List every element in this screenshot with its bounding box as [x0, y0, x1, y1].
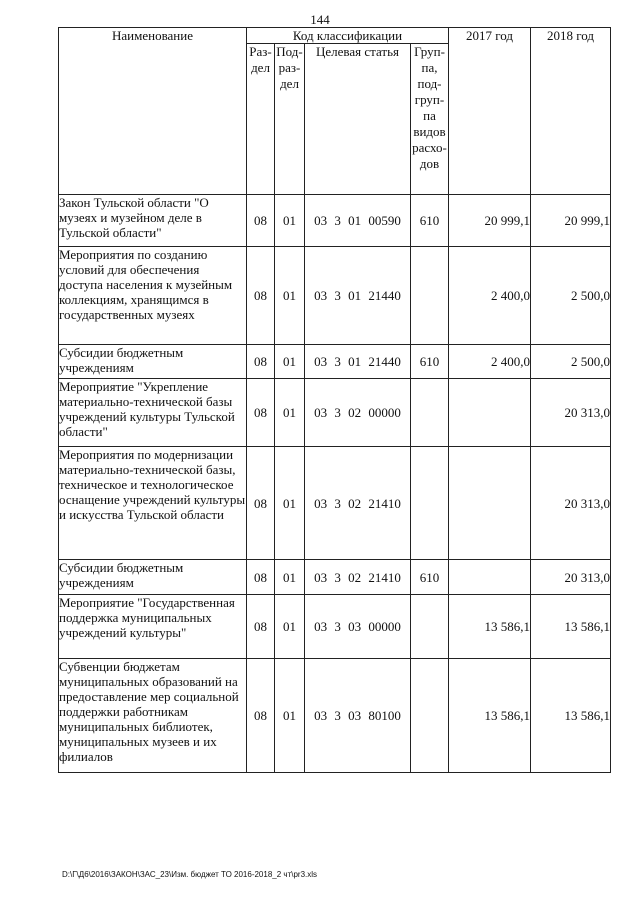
- row-subsection: 01: [275, 595, 305, 659]
- row-value-2017: 13 586,1: [449, 659, 531, 773]
- row-subsection: 01: [275, 560, 305, 595]
- table-row: [59, 195, 611, 247]
- row-name: Мероприятие "Укрепление материально-технической базы учреждений культуры Тульской области": [59, 379, 247, 447]
- header-expense-group-line: под-: [417, 76, 442, 91]
- table-row: [59, 447, 611, 560]
- row-expense-group: [411, 447, 449, 560]
- row-subsection: 01: [275, 195, 305, 247]
- row-name: Мероприятия по созданию условий для обеспечения доступа населения к музейным коллекциям, хранящимся в государственных музеях: [59, 247, 247, 345]
- row-value-2018: 20 313,0: [531, 560, 611, 595]
- header-year-2018: 2018 год: [531, 28, 611, 195]
- row-expense-group: [411, 379, 449, 447]
- header-expense-group-line: расхо-: [412, 140, 447, 155]
- table-row: [59, 560, 611, 595]
- row-subsection: 01: [275, 379, 305, 447]
- footer-file-path: D:\Г\Д6\2016\ЗАКОН\ЗАС_23\Изм. бюджет ТО 2016-2018_2 чт\pr3.xls: [62, 870, 318, 879]
- row-target-article: 03 3 02 00000: [305, 379, 411, 447]
- row-expense-group: 610: [411, 560, 449, 595]
- budget-table: [58, 27, 611, 773]
- row-section: 08: [247, 595, 275, 659]
- row-value-2017: 20 999,1: [449, 195, 531, 247]
- row-expense-group: 610: [411, 345, 449, 379]
- row-value-2017: 2 400,0: [449, 247, 531, 345]
- row-name: Закон Тульской области "О музеях и музейном деле в Тульской области": [59, 195, 247, 247]
- header-section-line: Раз-: [249, 44, 272, 59]
- table-header: [59, 28, 611, 195]
- row-value-2018: 20 313,0: [531, 379, 611, 447]
- row-expense-group: [411, 659, 449, 773]
- row-section: 08: [247, 560, 275, 595]
- row-name: Субсидии бюджетным учреждениям: [59, 560, 247, 595]
- table-row: [59, 345, 611, 379]
- table-row: [59, 595, 611, 659]
- row-section: 08: [247, 379, 275, 447]
- row-value-2017: [449, 379, 531, 447]
- row-target-article: 03 3 01 00590: [305, 195, 411, 247]
- page-number: 144: [310, 12, 330, 27]
- table-row: [59, 247, 611, 345]
- header-expense-group-line: Груп-: [414, 44, 445, 59]
- header-expense-group-line: па: [423, 108, 436, 123]
- row-expense-group: [411, 595, 449, 659]
- row-value-2018: 13 586,1: [531, 595, 611, 659]
- table-body: [59, 195, 611, 773]
- row-expense-group: [411, 247, 449, 345]
- row-subsection: 01: [275, 345, 305, 379]
- row-subsection: 01: [275, 247, 305, 345]
- header-name: Наименование: [59, 28, 247, 195]
- header-section-line: дел: [251, 60, 270, 75]
- row-section: 08: [247, 195, 275, 247]
- row-target-article: 03 3 02 21410: [305, 447, 411, 560]
- header-expense-group-line: видов: [413, 124, 446, 139]
- row-value-2017: 2 400,0: [449, 345, 531, 379]
- header-subsection-line: Под-: [276, 44, 303, 59]
- header-expense-group-line: дов: [419, 156, 440, 171]
- header-expense-group: [411, 44, 449, 195]
- row-section: 08: [247, 345, 275, 379]
- row-name: Мероприятия по модернизации материально-технической базы, техническое и технологическое оснащение учреждений культуры и искусства Тульской области: [59, 447, 247, 560]
- header-classification-code: Код классификации: [247, 28, 449, 44]
- header-expense-group-line: груп-: [414, 92, 445, 107]
- row-target-article: 03 3 01 21440: [305, 247, 411, 345]
- row-target-article: 03 3 03 00000: [305, 595, 411, 659]
- row-section: 08: [247, 447, 275, 560]
- header-section: [247, 44, 275, 195]
- row-section: 08: [247, 247, 275, 345]
- row-value-2017: 13 586,1: [449, 595, 531, 659]
- row-value-2017: [449, 447, 531, 560]
- row-target-article: 03 3 03 80100: [305, 659, 411, 773]
- row-expense-group: 610: [411, 195, 449, 247]
- header-expense-group-line: па,: [421, 60, 438, 75]
- row-subsection: 01: [275, 659, 305, 773]
- row-name: Мероприятие "Государственная поддержка муниципальных учреждений культуры": [59, 595, 247, 659]
- row-value-2017: [449, 560, 531, 595]
- row-target-article: 03 3 02 21410: [305, 560, 411, 595]
- row-subsection: 01: [275, 447, 305, 560]
- header-year-2017: 2017 год: [449, 28, 531, 195]
- row-value-2018: 20 313,0: [531, 447, 611, 560]
- header-target-article: Целевая статья: [305, 44, 411, 195]
- header-subsection: [275, 44, 305, 195]
- header-subsection-line: раз-: [278, 60, 301, 75]
- table-row: [59, 379, 611, 447]
- row-value-2018: 2 500,0: [531, 345, 611, 379]
- row-section: 08: [247, 659, 275, 773]
- header-subsection-line: дел: [280, 76, 299, 91]
- row-name: Субвенции бюджетам муниципальных образований на предоставление мер социальной поддержки работникам муниципальных библиотек, муниципальных музеев и их филиалов: [59, 659, 247, 773]
- row-target-article: 03 3 01 21440: [305, 345, 411, 379]
- table-row: [59, 659, 611, 773]
- row-value-2018: 20 999,1: [531, 195, 611, 247]
- row-value-2018: 2 500,0: [531, 247, 611, 345]
- row-value-2018: 13 586,1: [531, 659, 611, 773]
- row-name: Субсидии бюджетным учреждениям: [59, 345, 247, 379]
